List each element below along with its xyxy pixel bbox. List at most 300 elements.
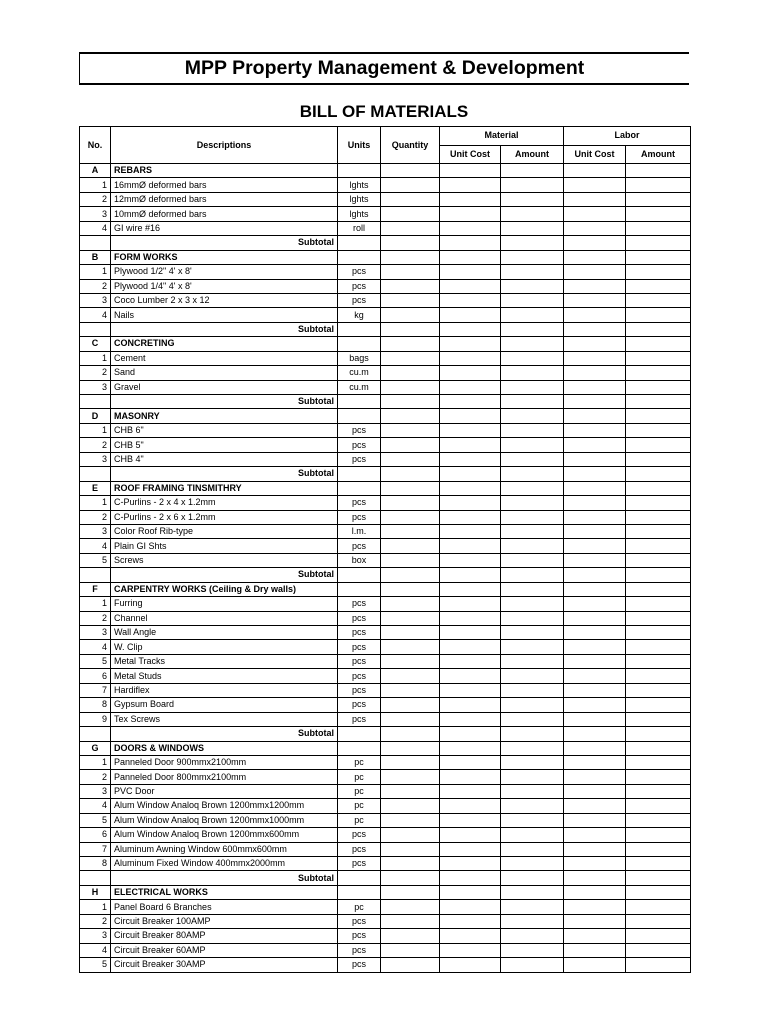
labor-unit-cost-cell — [564, 423, 626, 437]
material-unit-cost-cell — [440, 236, 501, 250]
material-amount-cell — [501, 423, 564, 437]
item-unit: pc — [338, 770, 381, 784]
material-unit-cost-cell — [440, 423, 501, 437]
item-number: 6 — [80, 828, 111, 842]
labor-amount-cell — [626, 395, 691, 409]
labor-amount-cell — [626, 842, 691, 856]
item-unit: pcs — [338, 914, 381, 928]
quantity-cell — [381, 828, 440, 842]
material-amount-cell — [501, 250, 564, 264]
labor-amount-cell — [626, 481, 691, 495]
material-unit-cost-cell — [440, 669, 501, 683]
header-units: Units — [338, 127, 381, 164]
header-material-unit-cost: Unit Cost — [440, 145, 501, 164]
item-description: Panneled Door 800mmx2100mm — [111, 770, 338, 784]
material-amount-cell — [501, 510, 564, 524]
labor-unit-cost-cell — [564, 510, 626, 524]
item-number: 8 — [80, 857, 111, 871]
material-unit-cost-cell — [440, 322, 501, 336]
table-row — [80, 423, 691, 437]
quantity-cell — [381, 698, 440, 712]
material-amount-cell — [501, 279, 564, 293]
labor-unit-cost-cell — [564, 481, 626, 495]
quantity-cell — [381, 207, 440, 221]
item-number: 4 — [80, 943, 111, 957]
table-row — [80, 755, 691, 769]
table-row — [80, 828, 691, 842]
item-unit: pc — [338, 784, 381, 798]
quantity-cell — [381, 669, 440, 683]
quantity-cell — [381, 265, 440, 279]
labor-unit-cost-cell — [564, 409, 626, 423]
material-amount-cell — [501, 452, 564, 466]
section-letter: D — [80, 409, 111, 423]
section-title: ROOF FRAMING TINSMITHRY — [111, 481, 338, 495]
labor-amount-cell — [626, 597, 691, 611]
unit-cell — [338, 741, 381, 755]
labor-unit-cost-cell — [564, 784, 626, 798]
item-unit: pcs — [338, 293, 381, 307]
labor-unit-cost-cell — [564, 885, 626, 899]
item-unit: pcs — [338, 683, 381, 697]
table-row — [80, 207, 691, 221]
labor-unit-cost-cell — [564, 322, 626, 336]
item-description: C-Purlins - 2 x 6 x 1.2mm — [111, 510, 338, 524]
material-amount-cell — [501, 322, 564, 336]
material-unit-cost-cell — [440, 683, 501, 697]
item-description: Alum Window Analoq Brown 1200mmx1200mm — [111, 799, 338, 813]
item-unit: pcs — [338, 496, 381, 510]
labor-amount-cell — [626, 510, 691, 524]
item-description: Circuit Breaker 80AMP — [111, 929, 338, 943]
labor-unit-cost-cell — [564, 654, 626, 668]
item-number: 1 — [80, 496, 111, 510]
labor-amount-cell — [626, 727, 691, 741]
table-row — [80, 192, 691, 206]
item-number: 7 — [80, 683, 111, 697]
labor-amount-cell — [626, 250, 691, 264]
quantity-cell — [381, 582, 440, 596]
labor-amount-cell — [626, 784, 691, 798]
item-description: Color Roof Rib-type — [111, 524, 338, 538]
labor-amount-cell — [626, 828, 691, 842]
material-amount-cell — [501, 683, 564, 697]
material-amount-cell — [501, 539, 564, 553]
quantity-cell — [381, 799, 440, 813]
material-amount-cell — [501, 799, 564, 813]
unit-cell — [338, 582, 381, 596]
labor-unit-cost-cell — [564, 712, 626, 726]
item-description: GI wire #16 — [111, 221, 338, 235]
item-unit: pcs — [338, 929, 381, 943]
material-unit-cost-cell — [440, 568, 501, 582]
unit-cell — [338, 885, 381, 899]
labor-unit-cost-cell — [564, 929, 626, 943]
unit-cell — [338, 250, 381, 264]
material-unit-cost-cell — [440, 250, 501, 264]
material-amount-cell — [501, 943, 564, 957]
labor-unit-cost-cell — [564, 236, 626, 250]
quantity-cell — [381, 221, 440, 235]
labor-unit-cost-cell — [564, 250, 626, 264]
table-row — [80, 943, 691, 957]
table-row — [80, 929, 691, 943]
item-unit: pcs — [338, 279, 381, 293]
labor-amount-cell — [626, 553, 691, 567]
unit-cell — [338, 322, 381, 336]
item-unit: pcs — [338, 640, 381, 654]
table-row — [80, 683, 691, 697]
material-unit-cost-cell — [440, 308, 501, 322]
item-unit: l.m. — [338, 524, 381, 538]
subtotal-row — [80, 727, 691, 741]
material-unit-cost-cell — [440, 799, 501, 813]
table-row — [80, 308, 691, 322]
material-unit-cost-cell — [440, 539, 501, 553]
labor-amount-cell — [626, 409, 691, 423]
quantity-cell — [381, 380, 440, 394]
labor-amount-cell — [626, 265, 691, 279]
labor-amount-cell — [626, 164, 691, 178]
item-description: Furring — [111, 597, 338, 611]
material-amount-cell — [501, 871, 564, 885]
quantity-cell — [381, 741, 440, 755]
item-description: Nails — [111, 308, 338, 322]
item-description: Channel — [111, 611, 338, 625]
item-number: 1 — [80, 755, 111, 769]
labor-unit-cost-cell — [564, 943, 626, 957]
item-unit: bags — [338, 351, 381, 365]
quantity-cell — [381, 683, 440, 697]
subtotal-label: Subtotal — [111, 727, 338, 741]
labor-unit-cost-cell — [564, 842, 626, 856]
labor-unit-cost-cell — [564, 395, 626, 409]
material-amount-cell — [501, 395, 564, 409]
labor-unit-cost-cell — [564, 164, 626, 178]
item-description: Plywood 1/2" 4' x 8' — [111, 265, 338, 279]
material-amount-cell — [501, 784, 564, 798]
material-amount-cell — [501, 626, 564, 640]
labor-unit-cost-cell — [564, 958, 626, 972]
unit-cell — [338, 467, 381, 481]
section-letter: B — [80, 250, 111, 264]
item-number: 1 — [80, 597, 111, 611]
labor-amount-cell — [626, 755, 691, 769]
subtotal-row — [80, 568, 691, 582]
material-unit-cost-cell — [440, 654, 501, 668]
header-descriptions: Descriptions — [111, 127, 338, 164]
item-description: C-Purlins - 2 x 4 x 1.2mm — [111, 496, 338, 510]
material-amount-cell — [501, 293, 564, 307]
material-amount-cell — [501, 958, 564, 972]
item-unit: pc — [338, 813, 381, 827]
section-letter: H — [80, 885, 111, 899]
labor-unit-cost-cell — [564, 265, 626, 279]
table-row — [80, 669, 691, 683]
item-number: 3 — [80, 524, 111, 538]
quantity-cell — [381, 842, 440, 856]
material-amount-cell — [501, 265, 564, 279]
table-row — [80, 770, 691, 784]
material-unit-cost-cell — [440, 438, 501, 452]
table-row — [80, 813, 691, 827]
header-labor: Labor — [564, 127, 691, 146]
section-row — [80, 885, 691, 899]
unit-cell — [338, 409, 381, 423]
item-number: 2 — [80, 192, 111, 206]
quantity-cell — [381, 568, 440, 582]
quantity-cell — [381, 784, 440, 798]
labor-amount-cell — [626, 943, 691, 957]
unit-cell — [338, 236, 381, 250]
item-unit: lghts — [338, 207, 381, 221]
subtotal-row — [80, 467, 691, 481]
material-amount-cell — [501, 597, 564, 611]
item-unit: pcs — [338, 698, 381, 712]
labor-amount-cell — [626, 799, 691, 813]
labor-unit-cost-cell — [564, 539, 626, 553]
labor-unit-cost-cell — [564, 192, 626, 206]
table-row — [80, 510, 691, 524]
section-row — [80, 164, 691, 178]
item-unit: pcs — [338, 626, 381, 640]
subtotal-label: Subtotal — [111, 467, 338, 481]
item-unit: cu.m — [338, 380, 381, 394]
unit-cell — [338, 568, 381, 582]
item-number: 6 — [80, 669, 111, 683]
item-description: Screws — [111, 553, 338, 567]
quantity-cell — [381, 250, 440, 264]
item-description: Alum Window Analoq Brown 1200mmx1000mm — [111, 813, 338, 827]
labor-amount-cell — [626, 236, 691, 250]
item-unit: pc — [338, 755, 381, 769]
labor-unit-cost-cell — [564, 496, 626, 510]
item-number: 4 — [80, 799, 111, 813]
material-unit-cost-cell — [440, 582, 501, 596]
section-letter: C — [80, 337, 111, 351]
labor-amount-cell — [626, 438, 691, 452]
material-amount-cell — [501, 669, 564, 683]
material-unit-cost-cell — [440, 496, 501, 510]
material-unit-cost-cell — [440, 467, 501, 481]
material-amount-cell — [501, 207, 564, 221]
header-labor-amount: Amount — [626, 145, 691, 164]
material-amount-cell — [501, 351, 564, 365]
material-amount-cell — [501, 727, 564, 741]
material-unit-cost-cell — [440, 207, 501, 221]
item-number: 2 — [80, 611, 111, 625]
material-amount-cell — [501, 582, 564, 596]
quantity-cell — [381, 467, 440, 481]
labor-amount-cell — [626, 669, 691, 683]
item-unit: pcs — [338, 423, 381, 437]
table-row — [80, 784, 691, 798]
material-amount-cell — [501, 929, 564, 943]
material-amount-cell — [501, 914, 564, 928]
table-row — [80, 712, 691, 726]
unit-cell — [338, 337, 381, 351]
subtotal-row — [80, 236, 691, 250]
material-unit-cost-cell — [440, 164, 501, 178]
material-unit-cost-cell — [440, 337, 501, 351]
item-description: Tex Screws — [111, 712, 338, 726]
table-row — [80, 380, 691, 394]
item-number: 1 — [80, 351, 111, 365]
material-unit-cost-cell — [440, 698, 501, 712]
labor-amount-cell — [626, 221, 691, 235]
subtotal-label: Subtotal — [111, 568, 338, 582]
table-row — [80, 265, 691, 279]
material-amount-cell — [501, 857, 564, 871]
material-amount-cell — [501, 654, 564, 668]
material-amount-cell — [501, 640, 564, 654]
material-unit-cost-cell — [440, 221, 501, 235]
item-unit: pcs — [338, 654, 381, 668]
quantity-cell — [381, 510, 440, 524]
subtotal-no-cell — [80, 395, 111, 409]
document-title: BILL OF MATERIALS — [299, 102, 469, 121]
quantity-cell — [381, 857, 440, 871]
labor-unit-cost-cell — [564, 467, 626, 481]
unit-cell — [338, 871, 381, 885]
section-title: CARPENTRY WORKS (Ceiling & Dry walls) — [111, 582, 338, 596]
labor-amount-cell — [626, 683, 691, 697]
material-unit-cost-cell — [440, 409, 501, 423]
quantity-cell — [381, 929, 440, 943]
material-unit-cost-cell — [440, 452, 501, 466]
material-unit-cost-cell — [440, 727, 501, 741]
table-row — [80, 524, 691, 538]
item-number: 5 — [80, 654, 111, 668]
quantity-cell — [381, 438, 440, 452]
material-unit-cost-cell — [440, 885, 501, 899]
item-number: 4 — [80, 640, 111, 654]
item-number: 2 — [80, 914, 111, 928]
item-description: Circuit Breaker 100AMP — [111, 914, 338, 928]
item-description: Coco Lumber 2 x 3 x 12 — [111, 293, 338, 307]
item-unit: pcs — [338, 842, 381, 856]
labor-unit-cost-cell — [564, 813, 626, 827]
header-labor-unit-cost: Unit Cost — [564, 145, 626, 164]
table-row — [80, 640, 691, 654]
header-material-amount: Amount — [501, 145, 564, 164]
labor-unit-cost-cell — [564, 178, 626, 192]
labor-unit-cost-cell — [564, 293, 626, 307]
material-unit-cost-cell — [440, 366, 501, 380]
labor-unit-cost-cell — [564, 452, 626, 466]
section-title: MASONRY — [111, 409, 338, 423]
table-row — [80, 698, 691, 712]
labor-amount-cell — [626, 293, 691, 307]
subtotal-no-cell — [80, 236, 111, 250]
quantity-cell — [381, 192, 440, 206]
material-amount-cell — [501, 813, 564, 827]
item-description: Aluminum Awning Window 600mmx600mm — [111, 842, 338, 856]
labor-amount-cell — [626, 611, 691, 625]
material-amount-cell — [501, 178, 564, 192]
item-description: Panneled Door 900mmx2100mm — [111, 755, 338, 769]
item-unit: pcs — [338, 265, 381, 279]
item-number: 9 — [80, 712, 111, 726]
item-description: Wall Angle — [111, 626, 338, 640]
labor-amount-cell — [626, 654, 691, 668]
table-row — [80, 351, 691, 365]
item-description: Panel Board 6 Branches — [111, 900, 338, 914]
material-unit-cost-cell — [440, 380, 501, 394]
item-description: 12mmØ deformed bars — [111, 192, 338, 206]
material-amount-cell — [501, 481, 564, 495]
quantity-cell — [381, 452, 440, 466]
material-unit-cost-cell — [440, 770, 501, 784]
item-number: 3 — [80, 929, 111, 943]
quantity-cell — [381, 293, 440, 307]
item-unit: pcs — [338, 958, 381, 972]
item-description: Circuit Breaker 30AMP — [111, 958, 338, 972]
material-amount-cell — [501, 698, 564, 712]
item-number: 4 — [80, 308, 111, 322]
table-row — [80, 496, 691, 510]
labor-unit-cost-cell — [564, 221, 626, 235]
material-unit-cost-cell — [440, 178, 501, 192]
subtotal-row — [80, 871, 691, 885]
labor-amount-cell — [626, 914, 691, 928]
labor-amount-cell — [626, 741, 691, 755]
quantity-cell — [381, 524, 440, 538]
material-amount-cell — [501, 496, 564, 510]
item-unit: pcs — [338, 438, 381, 452]
labor-amount-cell — [626, 308, 691, 322]
material-amount-cell — [501, 409, 564, 423]
material-amount-cell — [501, 192, 564, 206]
quantity-cell — [381, 813, 440, 827]
item-description: Sand — [111, 366, 338, 380]
table-row — [80, 553, 691, 567]
labor-unit-cost-cell — [564, 351, 626, 365]
labor-amount-cell — [626, 452, 691, 466]
material-amount-cell — [501, 380, 564, 394]
header-quantity: Quantity — [381, 127, 440, 164]
labor-unit-cost-cell — [564, 857, 626, 871]
labor-amount-cell — [626, 871, 691, 885]
item-number: 1 — [80, 423, 111, 437]
company-name: MPP Property Management & Development — [184, 57, 585, 79]
item-unit: pcs — [338, 943, 381, 957]
quantity-cell — [381, 914, 440, 928]
material-unit-cost-cell — [440, 755, 501, 769]
subtotal-label: Subtotal — [111, 871, 338, 885]
quantity-cell — [381, 236, 440, 250]
labor-unit-cost-cell — [564, 597, 626, 611]
labor-amount-cell — [626, 626, 691, 640]
labor-unit-cost-cell — [564, 207, 626, 221]
quantity-cell — [381, 423, 440, 437]
table-row — [80, 293, 691, 307]
section-row — [80, 741, 691, 755]
quantity-cell — [381, 755, 440, 769]
material-unit-cost-cell — [440, 626, 501, 640]
item-description: 10mmØ deformed bars — [111, 207, 338, 221]
material-unit-cost-cell — [440, 958, 501, 972]
labor-amount-cell — [626, 582, 691, 596]
material-unit-cost-cell — [440, 842, 501, 856]
section-title: FORM WORKS — [111, 250, 338, 264]
item-description: W. Clip — [111, 640, 338, 654]
item-number: 3 — [80, 626, 111, 640]
item-unit: cu.m — [338, 366, 381, 380]
labor-amount-cell — [626, 813, 691, 827]
quantity-cell — [381, 626, 440, 640]
item-number: 2 — [80, 279, 111, 293]
